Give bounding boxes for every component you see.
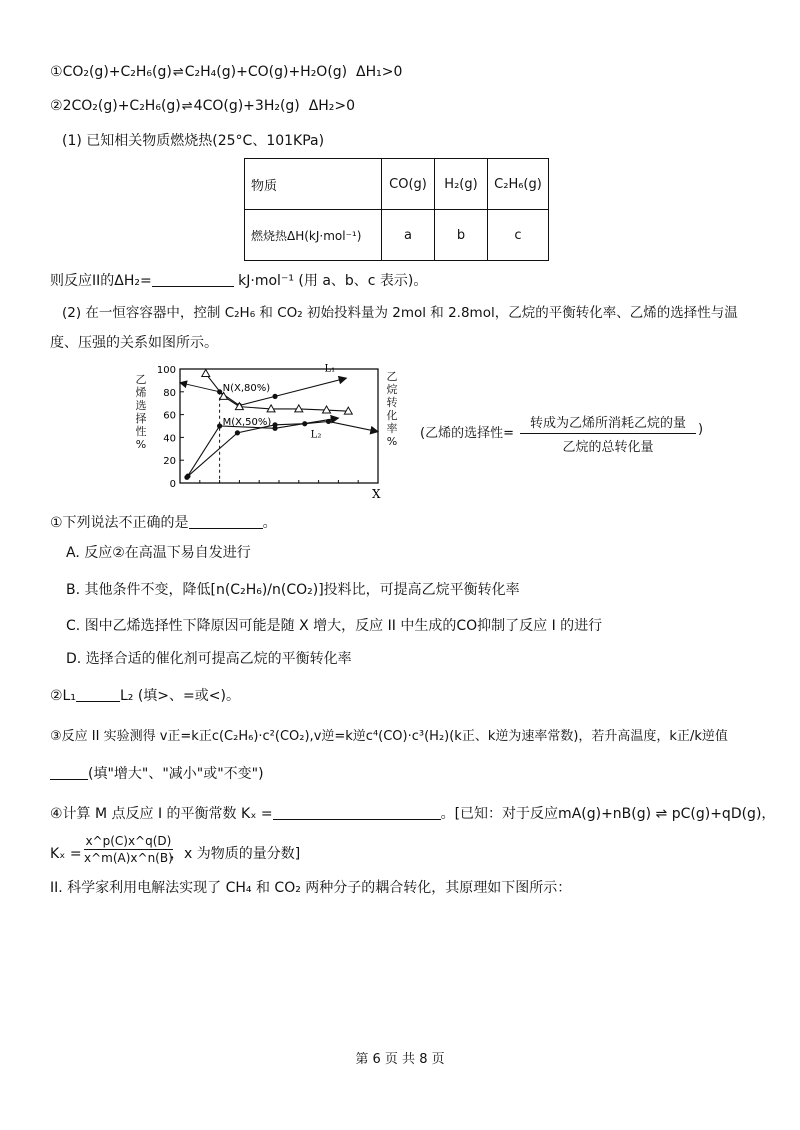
table-cell: a [382, 210, 435, 261]
y-tick-label: 100 [156, 365, 176, 376]
option-a [66, 543, 251, 563]
sub1-stem-line [50, 513, 277, 533]
kx-denominator: x^m(A)x^n(B) [84, 851, 173, 865]
reaction-number: ② [50, 98, 63, 114]
y-tick-label: 40 [163, 433, 176, 445]
option-letter: A. [66, 545, 80, 561]
reaction-1 [50, 62, 402, 83]
selectivity-numerator: 转成为乙烯所消耗乙烷的量 [529, 416, 686, 431]
answer-blank[interactable] [76, 687, 120, 702]
sub4-formula-tail: ，x 为物质的量分数] [170, 846, 301, 862]
data-point [326, 419, 331, 424]
selectivity-suffix: ) [698, 422, 704, 437]
option-c [66, 616, 602, 636]
q1-intro: (1) 已知相关物质燃烧热(25°C、101KPa) [62, 133, 325, 149]
reaction-rhs: C₂H₄(g)+CO(g)+H₂O(g) [184, 64, 348, 80]
equilibrium-arrow-icon: ⇌ [172, 65, 184, 80]
annotation-label: N(X,80%) [222, 382, 271, 394]
line-label-L1: L₁ [324, 363, 336, 375]
y-axis-label-right: 乙 烷 转 化 率 % [386, 370, 398, 448]
sub3-hint: (填"增大"、"减小"或"不变") [88, 766, 264, 782]
q2-intro-line2: 度、压强的关系如图所示。 [50, 335, 218, 351]
annotation-label: M(X,50%) [222, 417, 272, 428]
option-letter: B. [66, 582, 81, 598]
y-tick-label: 0 [169, 479, 176, 490]
sub2-line [50, 686, 240, 706]
table-cell: c [488, 210, 549, 261]
table-row [245, 159, 549, 210]
reaction-2 [50, 96, 355, 117]
sub4-known: 。[已知：对于反应mA(g)+nB(g) ⇌ pC(g)+qD(g)， [440, 806, 776, 822]
reaction-enthalpy: ΔH₂>0 [308, 98, 356, 114]
q1-answer-suffix: kJ·mol⁻¹ (用 a、b、c 表示)。 [238, 273, 428, 289]
sub4-prefix: ④计算 M 点反应 I 的平衡常数 Kₓ = [50, 806, 273, 822]
answer-blank[interactable] [50, 765, 88, 780]
selectivity-denominator: 乙烷的总转化量 [562, 440, 654, 455]
equilibrium-arrow-icon: ⇌ [181, 99, 193, 114]
table-cell: 燃烧热ΔH(kJ·mol⁻¹) [245, 210, 382, 261]
option-text: 其他条件不变，降低[n(C₂H₆)/n(CO₂)]投料比，可提高乙烷平衡转化率 [84, 582, 520, 598]
data-point [272, 394, 277, 399]
table-header-cell: H₂(g) [435, 159, 488, 210]
combustion-heat-table [244, 158, 549, 261]
reaction-enthalpy: ΔH₁>0 [356, 64, 403, 80]
sub1-end: 。 [262, 515, 277, 531]
option-b [66, 580, 520, 600]
table-row [245, 210, 549, 261]
sub1-stem: ①下列说法不正确的是 [50, 515, 189, 531]
answer-blank[interactable] [189, 514, 263, 529]
q1-answer-line [50, 271, 427, 291]
table-header-cell: C₂H₆(g) [488, 159, 549, 210]
data-point [272, 422, 277, 427]
option-letter: D. [66, 651, 82, 667]
line-label-L2: L₂ [310, 429, 322, 441]
x-axis-label: X [372, 487, 381, 501]
kx-fraction [84, 834, 173, 865]
reaction-rhs: 4CO(g)+3H₂(g) [193, 98, 300, 114]
data-point [235, 430, 240, 435]
page-footer: 第 6 页 共 8 页 [355, 1052, 445, 1067]
table-header-cell: CO(g) [382, 159, 435, 210]
fraction-bar [520, 433, 696, 434]
selectivity-fraction [520, 412, 696, 455]
q1-answer-prefix: 则反应II的ΔH₂= [50, 273, 152, 289]
y-axis-label-left: 乙 烯 选 择 性 % [135, 373, 147, 451]
reaction-number: ① [50, 64, 63, 80]
option-text: 反应②在高温下易自发进行 [84, 545, 251, 561]
data-point [302, 421, 307, 426]
sub4-line1 [50, 804, 775, 824]
answer-blank[interactable] [273, 805, 441, 820]
table-cell: b [435, 210, 488, 261]
y-tick-label: 20 [163, 456, 176, 468]
sub2-suffix: L₂ (填>、=或<)。 [119, 688, 240, 704]
option-text: 图中乙烯选择性下降原因可能是随 X 增大，反应 II 中生成的CO抑制了反应 I 的进行 [84, 618, 603, 634]
chart [140, 362, 400, 502]
y-tick-label: 80 [163, 387, 176, 399]
data-point-triangle [202, 370, 210, 377]
answer-blank[interactable] [152, 272, 234, 287]
reaction-lhs: 2CO₂(g)+C₂H₆(g) [62, 98, 181, 114]
reaction-lhs: CO₂(g)+C₂H₆(g) [62, 64, 172, 80]
q2-intro-line1: (2) 在一恒容容器中，控制 C₂H₆ 和 CO₂ 初始投料量为 2mol 和 2.8mol，乙烷的平衡转化率、乙烯的选择性与温 [62, 305, 738, 321]
selectivity-prefix: (乙烯的选择性= [420, 426, 514, 441]
series-line-selectivity-lower [188, 421, 378, 476]
option-letter: C. [66, 618, 81, 634]
part2-text: II. 科学家利用电解法实现了 CH₄ 和 CO₂ 两种分子的耦合转化，其原理如下图所示： [50, 880, 572, 896]
fraction-bar [84, 849, 173, 850]
sub3-line1: ③反应 II 实验测得 v正=k正c(C₂H₆)·c²(CO₂),v逆=k逆c⁴(CO)·c³(H₂)(k正、k逆为速率常数)，若升高温度，k正/k逆值 [50, 729, 728, 744]
sub2-prefix: ②L₁ [50, 688, 76, 704]
y-tick-label: 60 [163, 410, 176, 422]
kx-numerator: x^p(C)x^q(D) [85, 834, 172, 848]
option-d [66, 649, 352, 669]
data-point [217, 423, 222, 428]
sub4-formula-lhs: Kₓ = [50, 846, 82, 862]
option-text: 选择合适的催化剂可提高乙烷的平衡转化率 [85, 651, 352, 667]
data-point [185, 474, 190, 479]
sub3-line2 [50, 764, 264, 784]
table-header-cell: 物质 [245, 159, 382, 210]
